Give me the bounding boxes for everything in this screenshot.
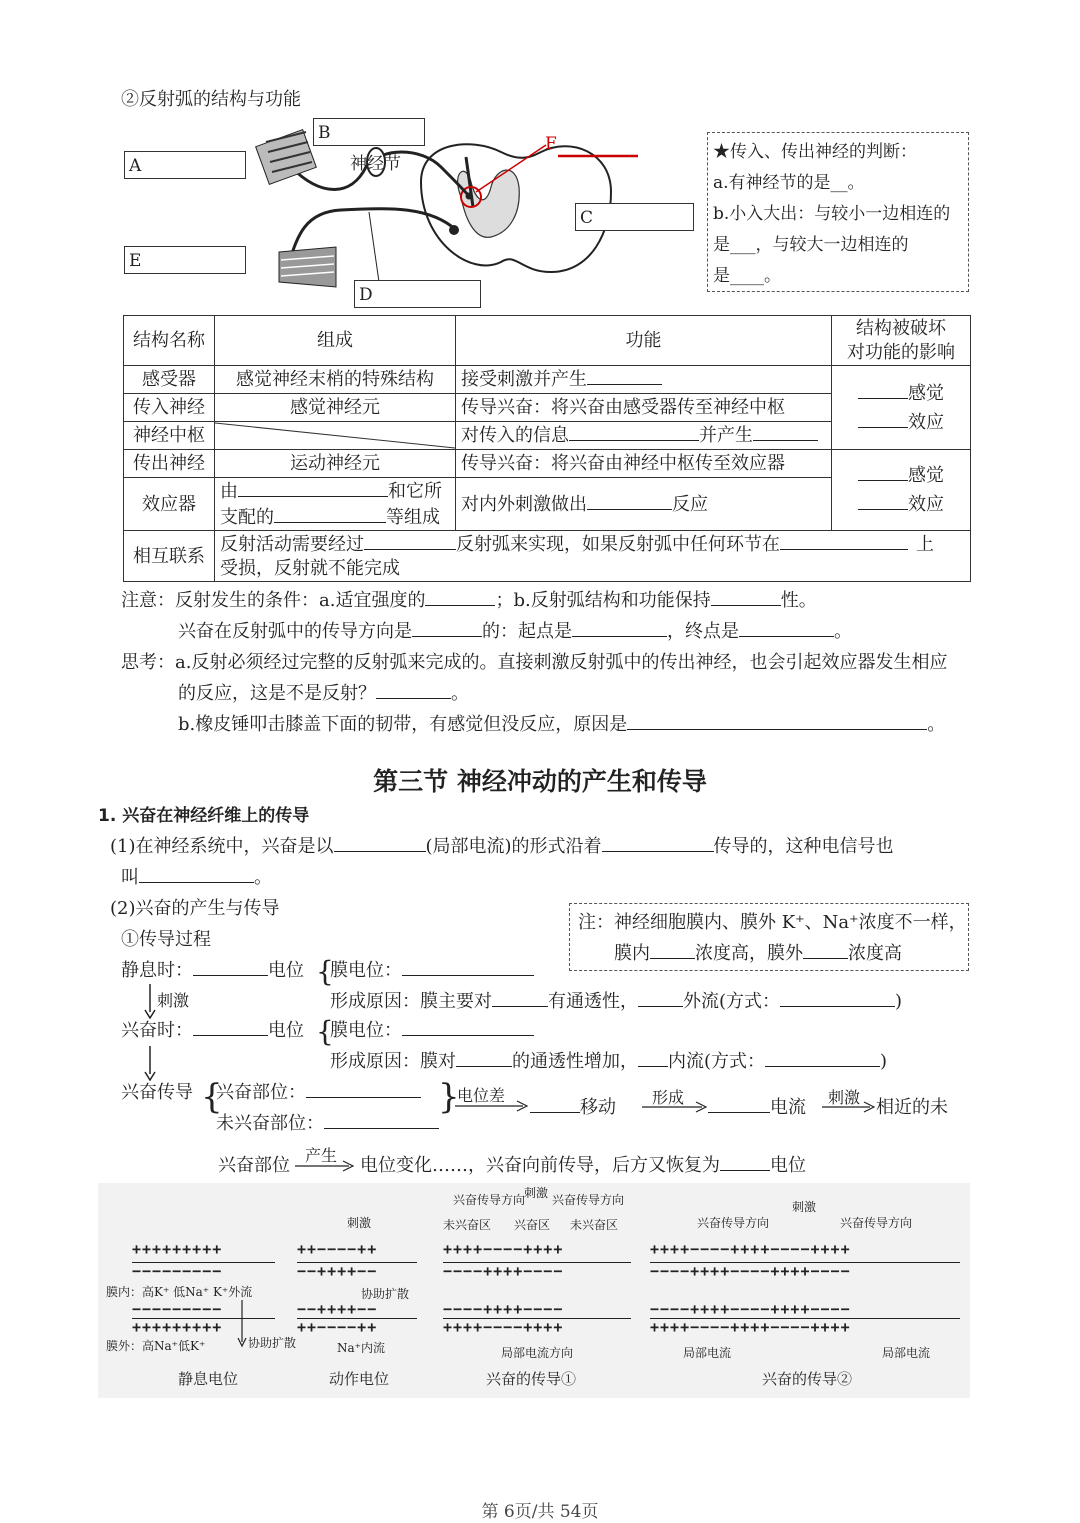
k-out-arrow	[237, 1300, 247, 1350]
cell-func-text: 接受刺激并产生	[461, 369, 587, 390]
label-box-c	[575, 203, 694, 231]
label-b: B	[318, 123, 331, 143]
rest-membrane: 膜电位：	[330, 956, 534, 986]
excited-mid: 兴奋区	[514, 1218, 551, 1232]
cond2-row-4: ++++−−−−++++−−−−++++	[650, 1318, 851, 1336]
cell-comp-c: 支配的	[220, 507, 274, 528]
label-d: D	[359, 285, 373, 305]
facilitated-label-2: 协助扩散	[361, 1287, 410, 1301]
caption-cond1: 兴奋的传导①	[486, 1370, 577, 1388]
cell-comp: 感觉神经元	[215, 394, 456, 422]
cell-effect-1	[832, 366, 971, 450]
produce-label: 产生	[305, 1146, 338, 1165]
label-e: E	[129, 251, 142, 271]
cond1-row-4: ++++−−−−++++	[443, 1318, 564, 1336]
inside-label: 膜内：高K⁺ 低Na⁺ K⁺外流	[106, 1285, 253, 1299]
think-line-3: b.橡皮锤叩击膝盖下面的韧带，有感觉但没反应，原因是 。	[178, 710, 945, 740]
label-f: F	[545, 134, 557, 154]
action-row-4: ++−−−−++	[297, 1318, 378, 1336]
direction-right-2: 兴奋传导方向	[840, 1216, 913, 1230]
facilitated-label-1: 协助扩散	[248, 1336, 297, 1350]
cell-func	[456, 478, 832, 531]
cell-name: 传出神经	[124, 450, 215, 478]
exc-part: 兴奋部位：	[216, 1078, 421, 1108]
th-effect	[832, 316, 971, 366]
direction-right: 兴奋传导方向	[552, 1193, 625, 1207]
table-row	[124, 366, 971, 394]
cell-comp: 运动神经元	[215, 450, 456, 478]
subheading-1: 1. 兴奋在神经纤维上的传导	[98, 806, 310, 826]
action-row-1: ++−−−−++	[297, 1240, 378, 1258]
reflex-arc-table	[123, 315, 971, 582]
arrow-down-2	[140, 1044, 160, 1082]
arrow-right-3	[822, 1101, 878, 1113]
brace-excite: {	[316, 1015, 334, 1048]
label-box-d	[354, 280, 481, 308]
para-1-cont: 叫 。	[121, 863, 272, 893]
cell-func-b: 并产生	[699, 425, 753, 446]
para-3: ①传导过程	[121, 929, 211, 950]
effect-response-2: 效应	[908, 494, 944, 515]
cell-comp-a: 由	[220, 481, 238, 502]
effect-feel-2: 感觉	[908, 465, 944, 486]
cell-comp: 感觉神经末梢的特殊结构	[215, 366, 456, 394]
cell-relation	[215, 531, 971, 582]
stimulus-label: 刺激	[157, 991, 190, 1010]
label-box-b	[313, 118, 425, 146]
conduct-label: 兴奋传导	[121, 1082, 193, 1103]
direction-left-2: 兴奋传导方向	[697, 1216, 770, 1230]
relation-b: 反射弧来实现，如果反射弧中任何环节在	[456, 534, 780, 555]
th-func: 功能	[456, 316, 832, 366]
ion-note-2: 膜内 浓度高，膜外 浓度高	[578, 938, 968, 969]
cond2-row-3: −−−−++++−−−−++++−−−−	[650, 1300, 851, 1318]
current-text: 电流	[708, 1093, 806, 1123]
cell-name: 传入神经	[124, 394, 215, 422]
relation-d: 受损，反射就不能完成	[220, 558, 400, 579]
stim2-label: 刺激	[828, 1088, 861, 1107]
rest-line: 静息时： 电位	[121, 956, 304, 986]
th-effect-1: 结构被破坏	[856, 317, 946, 339]
section-title: 第三节 神经冲动的产生和传导	[373, 767, 707, 796]
cell-func-a: 对传入的信息	[461, 425, 569, 446]
caption-rest: 静息电位	[178, 1370, 239, 1388]
excite-line: 兴奋时： 电位	[121, 1016, 304, 1046]
ion-note-1: 注：神经细胞膜内、膜外 K⁺、Na⁺浓度不一样，	[578, 912, 967, 933]
effector-muscle	[279, 247, 336, 287]
cond2-row-2: −−−−++++−−−−++++−−−−	[650, 1262, 851, 1280]
unexcited-right: 未兴奋区	[570, 1218, 619, 1232]
label-c: C	[580, 208, 594, 228]
flow-b: 电位变化……，兴奋向前传导，后方又恢复为 电位	[360, 1151, 806, 1181]
th-comp: 组成	[215, 316, 456, 366]
cell-func	[456, 422, 832, 450]
judge-note-a: a.有神经节的是__。	[713, 173, 865, 193]
relation-a: 反射活动需要经过	[220, 534, 364, 555]
cond1-row-1: ++++−−−−++++	[443, 1240, 564, 1258]
cell-func	[456, 366, 832, 394]
na-in-label: Na⁺内流	[337, 1341, 385, 1355]
direction-left: 兴奋传导方向	[453, 1193, 526, 1207]
rest-row-3: −−−−−−−−−	[132, 1300, 223, 1318]
local-current-2: 局部电流	[882, 1346, 931, 1360]
relation-c: 上	[916, 534, 934, 555]
page-footer: 第 6页/共 54页	[481, 1502, 599, 1522]
judge-note-title: ★传入、传出神经的判断：	[713, 142, 917, 162]
label-box-a	[124, 151, 246, 179]
cell-comp-diagonal	[215, 422, 456, 450]
potential-diff-label: 电位差	[457, 1086, 506, 1105]
note-line-1: 注意：反射发生的条件：a.适宜强度的 ；b.反射弧结构和功能保持 性。	[121, 586, 817, 616]
effect-feel-1: 感觉	[908, 382, 944, 404]
stimulus-fig-2: 刺激	[524, 1186, 549, 1200]
judge-note-b1: b.小入大出：与较小一边相连的	[713, 204, 951, 224]
rest-row-2: −−−−−−−−−	[132, 1262, 223, 1280]
receptor-skin	[256, 130, 317, 185]
arrow-right-4	[295, 1160, 357, 1172]
unexc-part: 未兴奋部位：	[216, 1109, 439, 1139]
rest-row-4: +++++++++	[132, 1318, 223, 1336]
arrow-right-2	[642, 1101, 710, 1113]
table-row	[124, 450, 971, 478]
table-row	[124, 531, 971, 582]
ion-note-box	[569, 903, 969, 971]
section-heading: ②反射弧的结构与功能	[121, 89, 301, 110]
caption-action: 动作电位	[329, 1370, 390, 1388]
cell-name: 效应器	[124, 478, 215, 531]
arrow-right-1	[455, 1100, 530, 1112]
th-effect-2: 对功能的影响	[847, 341, 955, 363]
label-a: A	[129, 156, 142, 176]
note-line-2: 兴奋在反射弧中的传导方向是 的：起点是 ，终点是 。	[178, 617, 852, 647]
cell-func-a: 对内外刺激做出	[461, 493, 587, 515]
action-row-3: −−++++−−	[297, 1300, 378, 1318]
judge-note-box	[707, 132, 969, 292]
ganglion-label: 神经节	[350, 154, 401, 174]
th-name: 结构名称	[124, 316, 215, 366]
cond2-row-1: ++++−−−−++++−−−−++++	[650, 1240, 851, 1258]
rest-row-1: +++++++++	[132, 1240, 223, 1258]
excite-cause: 形成原因：膜对 的通透性增加， 内流(方式： )	[330, 1047, 887, 1077]
adjacent-text: 相近的未	[876, 1097, 948, 1118]
cell-comp-b: 和它所	[388, 481, 442, 502]
para-1: (1)在神经系统中，兴奋是以 (局部电流)的形式沿着 传导的，这种电信号也	[110, 832, 894, 862]
cond1-row-3: −−−−++++−−−−	[443, 1300, 564, 1318]
label-box-e	[124, 246, 246, 274]
stimulus-fig-1: 刺激	[347, 1216, 372, 1230]
rest-cause: 形成原因：膜主要对 有通透性， 外流(方式： )	[330, 987, 902, 1017]
cell-name: 相互联系	[124, 531, 215, 582]
unexcited-left: 未兴奋区	[443, 1218, 492, 1232]
local-current-1: 局部电流	[683, 1346, 732, 1360]
move-text: 移动	[530, 1093, 616, 1123]
judge-note-b3: 是____。	[713, 266, 781, 286]
brace-conduct: {	[201, 1077, 223, 1117]
stimulus-fig-3: 刺激	[792, 1200, 817, 1214]
effect-response-1: 效应	[908, 411, 944, 433]
cell-name: 感受器	[124, 366, 215, 394]
judge-note-b2: 是___，与较大一边相连的	[713, 235, 909, 255]
brace-rest: {	[316, 955, 334, 988]
cell-name: 神经中枢	[124, 422, 215, 450]
cell-comp	[215, 478, 456, 531]
form-label: 形成	[652, 1088, 685, 1107]
excite-membrane: 膜电位：	[330, 1016, 534, 1046]
cell-func-b: 反应	[672, 493, 708, 515]
flow-a: 兴奋部位	[218, 1155, 290, 1176]
think-line-1: 思考：a.反射必须经过完整的反射弧来完成的。直接刺激反射弧中的传出神经，也会引起效应器发生相应	[121, 652, 948, 673]
cell-func: 传导兴奋：将兴奋由感受器传至神经中枢	[456, 394, 832, 422]
local-current-dir: 局部电流方向	[501, 1346, 574, 1360]
outside-label: 膜外：高Na⁺低K⁺	[106, 1339, 206, 1353]
cell-comp-d: 等组成	[386, 507, 440, 528]
cond1-row-2: −−−−++++−−−−	[443, 1262, 564, 1280]
brace-close: }	[438, 1077, 460, 1117]
cell-effect-2	[832, 450, 971, 531]
caption-cond2: 兴奋的传导②	[762, 1370, 853, 1388]
think-line-2: 的反应，这是不是反射？ 。	[178, 679, 469, 709]
para-2: (2)兴奋的产生与传导	[110, 898, 280, 919]
action-row-2: −−++++−−	[297, 1262, 378, 1280]
cell-func: 传导兴奋：将兴奋由神经中枢传至效应器	[456, 450, 832, 478]
